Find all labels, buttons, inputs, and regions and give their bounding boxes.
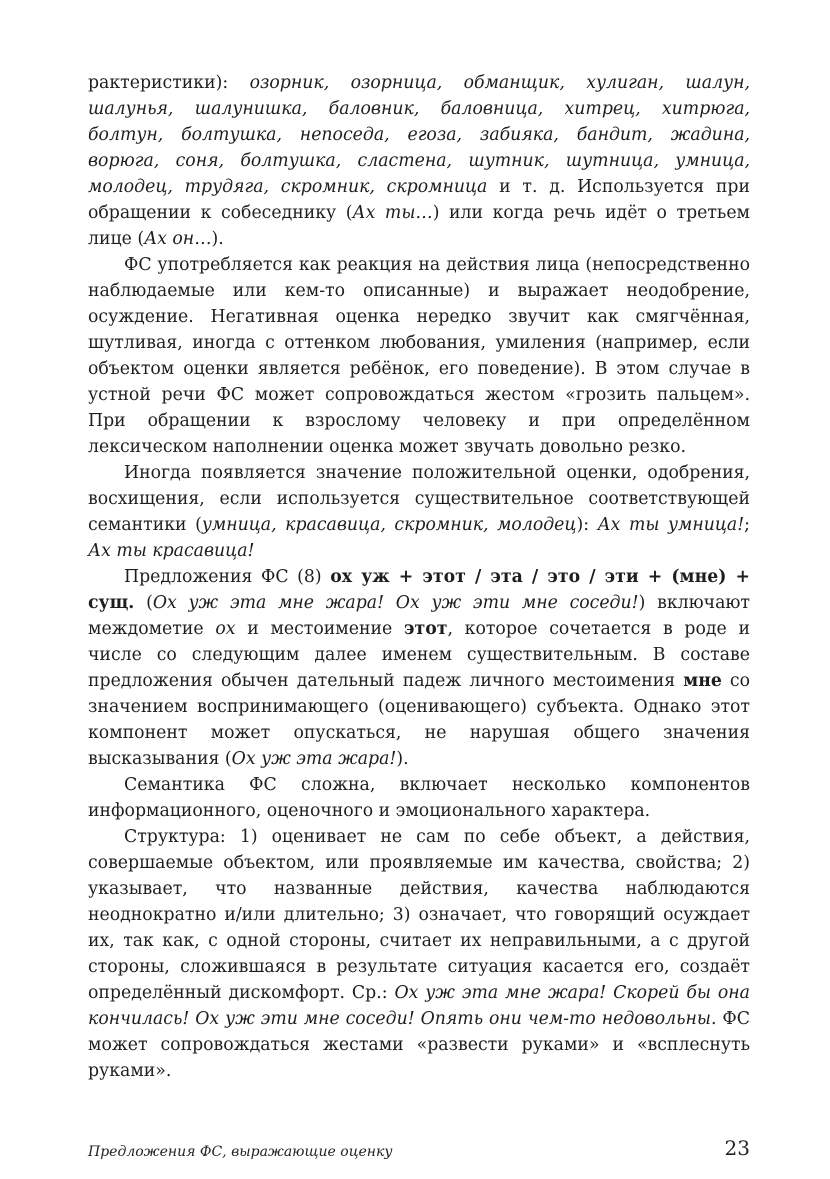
running-title: Предложения ФС, выражающие оценку [88, 1144, 393, 1160]
page-number: 23 [724, 1136, 750, 1160]
text-run: Семантика ФС сложна, включает несколько компонентов информационного, оценочного и эмоционального характера. [88, 775, 750, 821]
paragraph [88, 460, 750, 564]
text-run: ; [744, 515, 750, 535]
italic-text: Ох уж эта мне жара! Скорей бы она кончилась! Ох уж эти мне соседи! Опять они чем-то недовольны. [88, 983, 750, 1029]
text-run: Структура: 1) оценивает не сам по себе объект, а действия, совершаемые объектом, или проявляемые им качества, свойства; 2) указывает, что названные действия, качества наблюдаются неоднократно и/или длительно; 3) означает, что говорящий осуждает их, так как, с одной стороны, считает их неправильными, а с другой стороны, сложившаяся в результате ситуация касается его, создаёт определённый дискомфорт. Ср.: [88, 827, 750, 1003]
text-run: и местоимение [235, 619, 404, 639]
text-run: ) или когда речь идёт о третьем лице ( [88, 203, 750, 249]
text-run: Иногда появляется значение положительной оценки, одобрения, восхищения, если используется существительное соответствующей семантики ( [88, 463, 750, 535]
italic-text: Ах он… [144, 229, 212, 249]
text-run: ). [211, 229, 224, 249]
bold-text: мне [683, 671, 722, 691]
text-run: Предложения ФС (8) [124, 567, 331, 587]
italic-text: ох [215, 619, 236, 639]
text-run: рактеристики): [88, 73, 250, 93]
text-run: и т. д. Используется при обращении к собеседнику ( [88, 177, 750, 223]
paragraph [88, 70, 750, 252]
bold-text: этот [403, 619, 448, 639]
italic-text: Ах ты умница! [597, 515, 745, 535]
bold-text: ох уж + этот / эта / это / эти + (мне) + сущ. [88, 567, 750, 613]
paragraph [88, 824, 750, 1084]
text-run: ) включают междометие [88, 593, 750, 639]
text-run: , которое сочетается в роде и числе со следующим далее именем существительным. В составе предложения обычен дательный падеж личного местоимения [88, 619, 750, 691]
text-run: ): [576, 515, 598, 535]
text-run: ФС может сопровождаться жестами «развести руками» и «всплеснуть руками». [88, 1009, 750, 1081]
text-run: со значением воспринимающего (оценивающего) субъекта. Однако этот компонент может опускаться, не нарушая общего значения высказывания ( [88, 671, 750, 769]
text-run: ). [396, 749, 409, 769]
italic-text: Ох уж эта жара! [231, 749, 397, 769]
italic-text: Ох уж эта мне жара! Ох уж эти мне соседи! [152, 593, 639, 613]
body-text [88, 70, 750, 1084]
text-run: ФС употребляется как реакция на действия лица (непосредственно наблюдаемые или кем-то описанные) и выражает неодобрение, осуждение. Негативная оценка нередко звучит как смягчённая, шутливая, иногда с оттенком любования, умиления (например, если объектом оценки является ребёнок, его поведение). В этом случае в устной речи ФС может сопровождаться жестом «грозить пальцем». При обращении к взрослому человеку и при определённом лексическом наполнении оценка может звучать довольно резко. [88, 255, 750, 457]
italic-text: умница, красавица, скромник, молодец [201, 515, 577, 535]
italic-text: Ах ты… [352, 203, 433, 223]
paragraph [88, 252, 750, 460]
text-run: ( [134, 593, 153, 613]
paragraph [88, 564, 750, 772]
paragraph [88, 772, 750, 824]
italic-text: Ах ты красавица! [88, 541, 255, 561]
italic-text: озорник, озорница, обманщик, хулиган, шалун, шалунья, шалунишка, баловник, баловница, хитрец, хитрюга, болтун, болтушка, непоседа, егоза, забияка, бандит, жадина, ворюга, соня, болтушка, сластена, шутник, шутница, умница, молодец, трудяга, скромник, скромница [88, 73, 750, 197]
